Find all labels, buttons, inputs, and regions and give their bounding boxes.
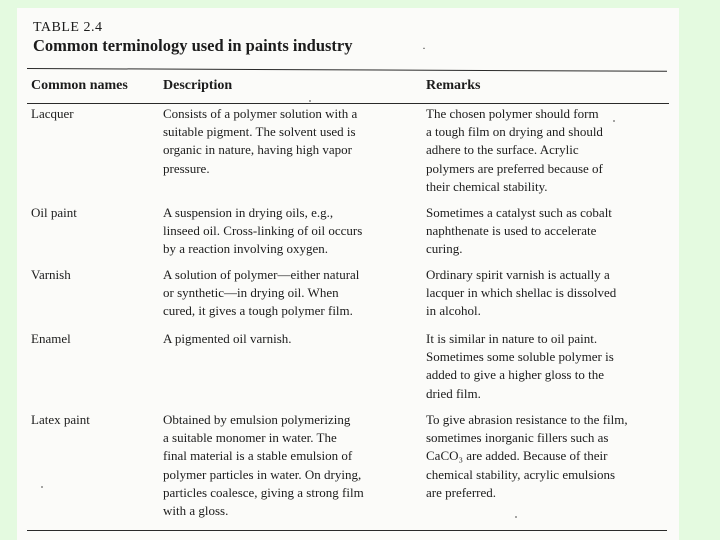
remarks-line: in alcohol. bbox=[426, 303, 481, 319]
remarks-line: naphthenate is used to accelerate bbox=[426, 223, 597, 239]
scan-speck: · bbox=[422, 41, 426, 55]
remarks-line: added to give a higher gloss to the bbox=[426, 367, 604, 383]
remarks-line: chemical stability, acrylic emulsions bbox=[426, 466, 616, 482]
bottom-rule bbox=[27, 530, 667, 531]
description-line: Consists of a polymer solution with a bbox=[163, 106, 358, 121]
remarks-cell bbox=[426, 411, 676, 502]
table-label: TABLE 2.4 bbox=[33, 20, 103, 35]
common-name-cell: Enamel bbox=[31, 331, 71, 346]
description-cell bbox=[163, 330, 413, 348]
description-cell bbox=[163, 411, 413, 520]
description-cell bbox=[163, 105, 413, 178]
remarks-cell bbox=[426, 266, 676, 321]
common-name-cell: Lacquer bbox=[31, 106, 74, 121]
description-cell bbox=[163, 266, 413, 321]
description-line: organic in nature, having high vapor bbox=[163, 142, 352, 158]
remarks-line: adhere to the surface. Acrylic bbox=[426, 142, 579, 158]
description-line: pressure. bbox=[163, 160, 210, 176]
description-line: A pigmented oil varnish. bbox=[163, 331, 292, 346]
remarks-line: dried film. bbox=[426, 385, 481, 401]
remarks-line: their chemical stability. bbox=[426, 178, 548, 194]
remarks-line: Ordinary spirit varnish is actually a bbox=[426, 267, 610, 282]
description-line: Obtained by emulsion polymerizing bbox=[163, 412, 351, 427]
description-line: particles coalesce, giving a strong film bbox=[163, 484, 364, 500]
header-common-names: Common names bbox=[31, 78, 128, 93]
remarks-cell bbox=[426, 330, 676, 403]
scan-speck bbox=[309, 100, 311, 102]
scan-speck bbox=[515, 516, 517, 518]
header-rule bbox=[27, 103, 669, 104]
description-line: cured, it gives a tough polymer film. bbox=[163, 303, 353, 319]
header-remarks: Remarks bbox=[426, 78, 481, 93]
header-description: Description bbox=[163, 78, 233, 93]
description-line: or synthetic—in drying oil. When bbox=[163, 285, 339, 301]
common-name-cell: Latex paint bbox=[31, 412, 90, 427]
scanned-page bbox=[17, 8, 679, 540]
remarks-cell bbox=[426, 105, 676, 196]
remarks-line: Sometimes some soluble polymer is bbox=[426, 349, 614, 365]
description-line: with a gloss. bbox=[163, 503, 229, 519]
description-line: polymer particles in water. On drying, bbox=[163, 466, 362, 482]
common-name-cell: Varnish bbox=[31, 267, 71, 282]
remarks-line: The chosen polymer should form bbox=[426, 106, 599, 121]
description-line: A suspension in drying oils, e.g., bbox=[163, 205, 334, 220]
scan-speck bbox=[613, 120, 615, 122]
remarks-line: sometimes inorganic fillers such as bbox=[426, 430, 609, 446]
remarks-line: Sometimes a catalyst such as cobalt bbox=[426, 205, 612, 220]
description-line: final material is a stable emulsion of bbox=[163, 448, 353, 464]
top-rule bbox=[27, 68, 667, 72]
description-line: suitable pigment. The solvent used is bbox=[163, 124, 356, 140]
remarks-line: CaCO₃ are added. Because of their bbox=[426, 448, 608, 464]
remarks-cell bbox=[426, 204, 676, 259]
remarks-line: To give abrasion resistance to the film, bbox=[426, 412, 628, 427]
common-name-cell: Oil paint bbox=[31, 205, 77, 220]
remarks-line: a tough film on drying and should bbox=[426, 124, 603, 140]
description-cell bbox=[163, 204, 413, 259]
scan-speck bbox=[41, 486, 43, 488]
description-line: linseed oil. Cross-linking of oil occurs bbox=[163, 223, 363, 239]
remarks-line: curing. bbox=[426, 241, 463, 257]
remarks-line: are preferred. bbox=[426, 484, 496, 500]
description-line: by a reaction involving oxygen. bbox=[163, 241, 328, 257]
remarks-line: lacquer in which shellac is dissolved bbox=[426, 285, 617, 301]
remarks-line: polymers are preferred because of bbox=[426, 160, 603, 176]
description-line: A solution of polymer—either natural bbox=[163, 267, 360, 282]
remarks-line: It is similar in nature to oil paint. bbox=[426, 331, 598, 346]
description-line: a suitable monomer in water. The bbox=[163, 430, 337, 446]
table-title: Common terminology used in paints industry bbox=[33, 36, 353, 55]
